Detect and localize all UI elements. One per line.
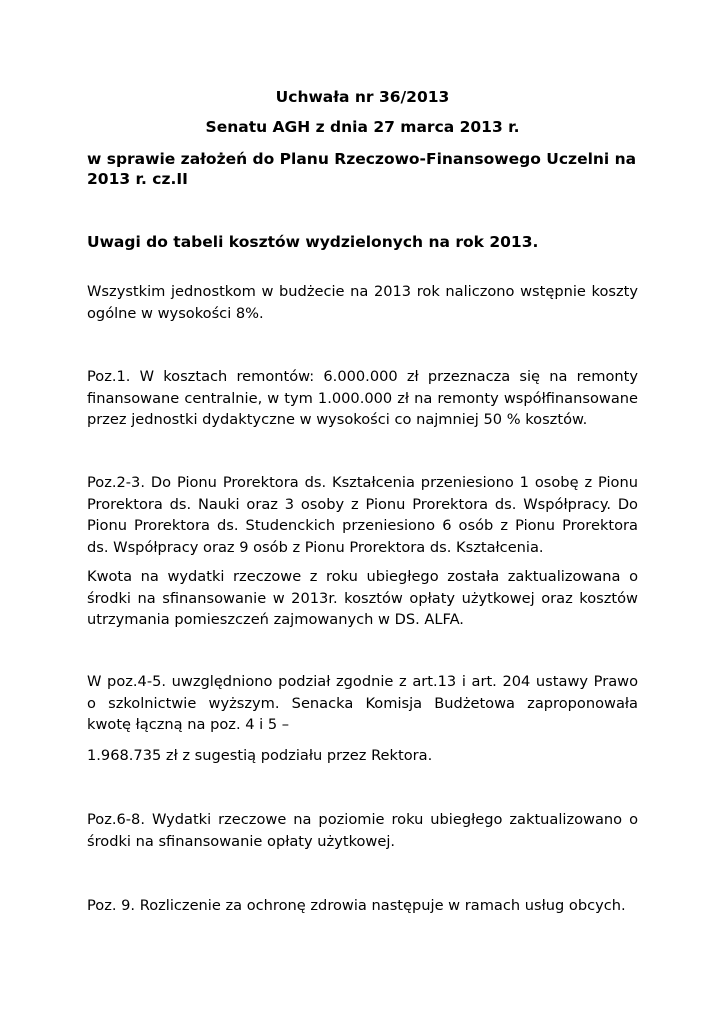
- paragraph-poz2-3-kwota: Kwota na wydatki rzeczowe z roku ubiegłego została zaktualizowana o środki na sfinansowanie w 2013r. kosztów opłaty użytkowej oraz kosztów utrzymania pomieszczeń zajmowanych w DS. ALFA.: [87, 568, 638, 628]
- paragraph-intro: Wszystkim jednostkom w budżecie na 2013 rok naliczono wstępnie koszty ogólne w wysokości 8%.: [87, 283, 638, 322]
- section-heading: Uwagi do tabeli kosztów wydzielonych na rok 2013.: [87, 233, 539, 251]
- paragraph-poz9: Poz. 9. Rozliczenie za ochronę zdrowia następuje w ramach usług obcych.: [87, 897, 626, 914]
- paragraph-poz6-8: Poz.6-8. Wydatki rzeczowe na poziomie roku ubiegłego zaktualizowano o środki na sfinansowanie opłaty użytkowej.: [87, 811, 638, 850]
- paragraph-poz2-3: Poz.2-3. Do Pionu Prorektora ds. Kształcenia przeniesiono 1 osobę z Pionu Prorektora ds. Nauki oraz 3 osoby z Pionu Prorektora ds. Współpracy. Do Pionu Prorektora ds. Studenckich przeniesiono 6 osób z Pionu Prorektora ds. Współpracy oraz 9 osób z Pionu Prorektora ds. Kształcenia.: [87, 474, 638, 556]
- resolution-subject: w sprawie założeń do Planu Rzeczowo-Finansowego Uczelni na 2013 r. cz.II: [87, 150, 637, 188]
- paragraph-poz4-5: W poz.4-5. uwzględniono podział zgodnie z art.13 i art. 204 ustawy Prawo o szkolnictwie wyższym. Senacka Komisja Budżetowa zaproponowała kwotę łączną na poz. 4 i 5 –: [87, 673, 638, 733]
- resolution-title: Uchwała nr 36/2013: [275, 88, 450, 106]
- resolution-date: Senatu AGH z dnia 27 marca 2013 r.: [205, 118, 520, 136]
- paragraph-poz4-5-kwota: 1.968.735 zł z sugestią podziału przez Rektora.: [87, 747, 433, 764]
- paragraph-poz1: Poz.1. W kosztach remontów: 6.000.000 zł przeznacza się na remonty finansowane centralnie, w tym 1.000.000 zł na remonty współfinansowane przez jednostki dydaktyczne w wysokości co najmniej 50 % kosztów.: [87, 368, 638, 428]
